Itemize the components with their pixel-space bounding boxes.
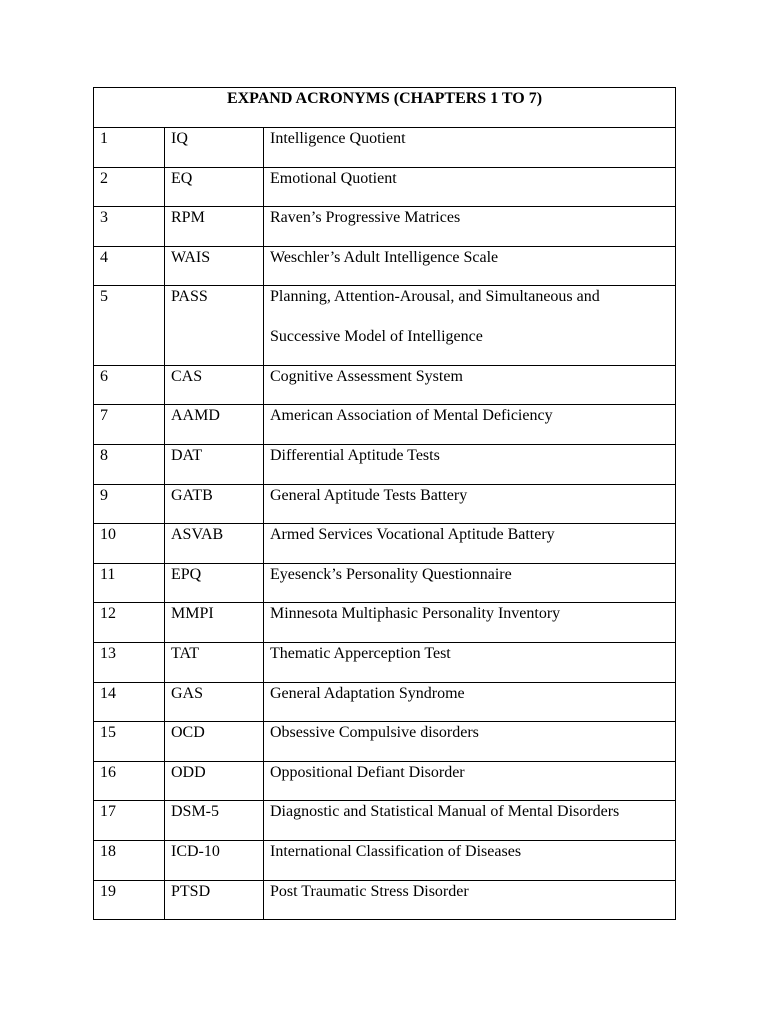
table-title-row bbox=[94, 88, 676, 128]
table-row bbox=[94, 128, 676, 168]
table-row bbox=[94, 207, 676, 247]
row-expansion: Minnesota Multiphasic Personality Inventory bbox=[264, 603, 676, 643]
row-number: 17 bbox=[94, 801, 165, 841]
row-number: 5 bbox=[94, 286, 165, 366]
row-acronym: PASS bbox=[165, 286, 264, 366]
row-expansion: Raven’s Progressive Matrices bbox=[264, 207, 676, 247]
row-number: 8 bbox=[94, 445, 165, 485]
row-number: 3 bbox=[94, 207, 165, 247]
row-acronym: ASVAB bbox=[165, 524, 264, 564]
row-number: 6 bbox=[94, 365, 165, 405]
table-row bbox=[94, 880, 676, 920]
row-acronym: WAIS bbox=[165, 246, 264, 286]
table-row bbox=[94, 445, 676, 485]
row-number: 11 bbox=[94, 563, 165, 603]
table-title: EXPAND ACRONYMS (CHAPTERS 1 TO 7) bbox=[94, 88, 676, 128]
row-expansion: Cognitive Assessment System bbox=[264, 365, 676, 405]
row-expansion: Differential Aptitude Tests bbox=[264, 445, 676, 485]
row-acronym: DAT bbox=[165, 445, 264, 485]
row-expansion-text: Planning, Attention-Arousal, and Simultaneous and Successive Model of Intelligence bbox=[270, 288, 600, 345]
row-expansion: General Aptitude Tests Battery bbox=[264, 484, 676, 524]
row-number: 7 bbox=[94, 405, 165, 445]
row-expansion: Armed Services Vocational Aptitude Battery bbox=[264, 524, 676, 564]
row-number: 19 bbox=[94, 880, 165, 920]
table-row bbox=[94, 484, 676, 524]
table-row bbox=[94, 603, 676, 643]
row-expansion: Obsessive Compulsive disorders bbox=[264, 722, 676, 762]
row-acronym: EQ bbox=[165, 167, 264, 207]
row-expansion: Thematic Apperception Test bbox=[264, 643, 676, 683]
row-number: 14 bbox=[94, 682, 165, 722]
row-acronym: EPQ bbox=[165, 563, 264, 603]
row-acronym: PTSD bbox=[165, 880, 264, 920]
row-expansion: Eyesenck’s Personality Questionnaire bbox=[264, 563, 676, 603]
row-acronym: AAMD bbox=[165, 405, 264, 445]
table-row bbox=[94, 801, 676, 841]
row-acronym: GAS bbox=[165, 682, 264, 722]
row-acronym: TAT bbox=[165, 643, 264, 683]
acronym-table bbox=[93, 87, 676, 920]
row-number: 10 bbox=[94, 524, 165, 564]
row-number: 2 bbox=[94, 167, 165, 207]
row-expansion: Emotional Quotient bbox=[264, 167, 676, 207]
row-expansion: Oppositional Defiant Disorder bbox=[264, 761, 676, 801]
row-expansion: American Association of Mental Deficiency bbox=[264, 405, 676, 445]
table-row bbox=[94, 563, 676, 603]
row-expansion: Intelligence Quotient bbox=[264, 128, 676, 168]
table-row bbox=[94, 365, 676, 405]
table-row bbox=[94, 167, 676, 207]
table-body bbox=[94, 128, 676, 920]
table-row bbox=[94, 761, 676, 801]
table-row bbox=[94, 722, 676, 762]
row-acronym: CAS bbox=[165, 365, 264, 405]
row-expansion: Diagnostic and Statistical Manual of Mental Disorders bbox=[264, 801, 676, 841]
row-number: 9 bbox=[94, 484, 165, 524]
table-row bbox=[94, 682, 676, 722]
row-number: 13 bbox=[94, 643, 165, 683]
row-expansion: Weschler’s Adult Intelligence Scale bbox=[264, 246, 676, 286]
table-row bbox=[94, 841, 676, 881]
row-number: 12 bbox=[94, 603, 165, 643]
table-row bbox=[94, 286, 676, 366]
row-number: 18 bbox=[94, 841, 165, 881]
table-row bbox=[94, 405, 676, 445]
row-expansion: Post Traumatic Stress Disorder bbox=[264, 880, 676, 920]
row-acronym: RPM bbox=[165, 207, 264, 247]
row-number: 1 bbox=[94, 128, 165, 168]
row-number: 16 bbox=[94, 761, 165, 801]
row-acronym: GATB bbox=[165, 484, 264, 524]
row-acronym: OCD bbox=[165, 722, 264, 762]
row-acronym: ODD bbox=[165, 761, 264, 801]
table-row bbox=[94, 643, 676, 683]
row-acronym: IQ bbox=[165, 128, 264, 168]
row-number: 15 bbox=[94, 722, 165, 762]
table-row bbox=[94, 524, 676, 564]
row-acronym: DSM-5 bbox=[165, 801, 264, 841]
row-expansion bbox=[264, 286, 676, 366]
row-number: 4 bbox=[94, 246, 165, 286]
row-acronym: MMPI bbox=[165, 603, 264, 643]
row-expansion: International Classification of Diseases bbox=[264, 841, 676, 881]
row-expansion: General Adaptation Syndrome bbox=[264, 682, 676, 722]
row-acronym: ICD-10 bbox=[165, 841, 264, 881]
